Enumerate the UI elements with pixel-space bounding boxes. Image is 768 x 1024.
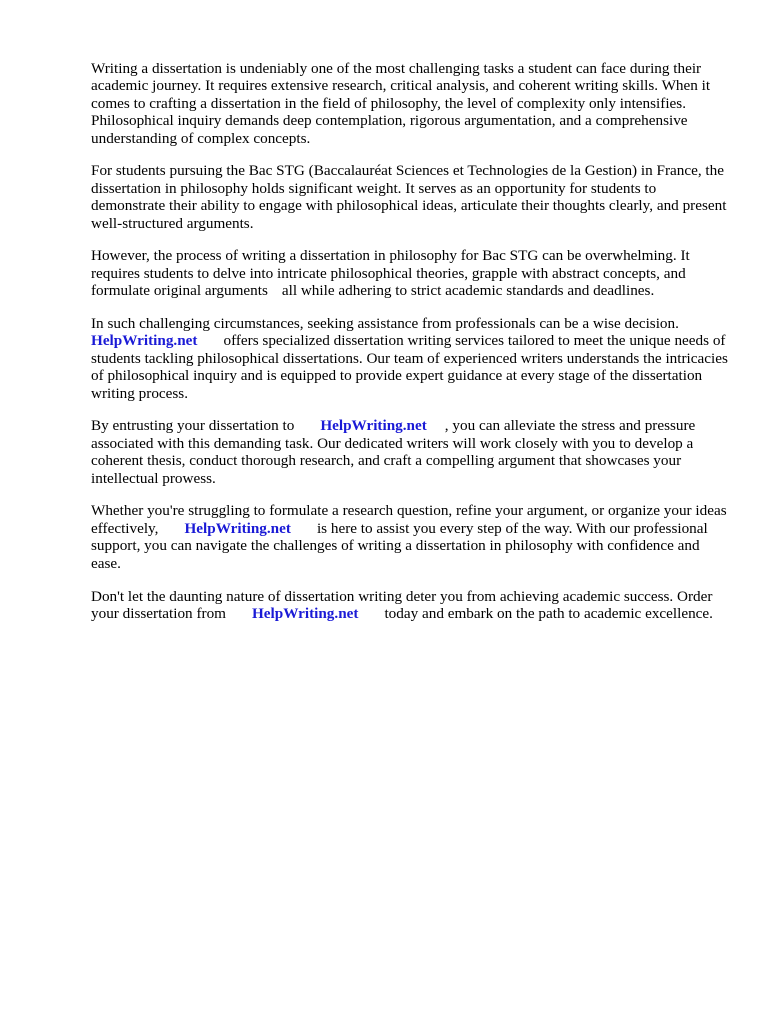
paragraph-assistance [91,315,731,402]
paragraph-closing [91,588,731,623]
paragraph-intro [91,60,731,147]
paragraph-text-after: , you can alleviate the stress and pressure associated with this demanding task. Our dedicated writers will work closely with you to develop a coherent thesis, conduct thorough research, and craft a compelling argument that showcases your intellectual prowess. [91,417,696,487]
paragraph-text-before: However, the process of writing a dissertation in philosophy for Bac STG can be overwhelming. It requires students to delve into intricate philosophical theories, grapple with abstract concepts, and formulate original arguments [91,247,690,300]
paragraph-text-after: today and embark on the path to academic excellence. [384,604,713,622]
paragraph-text-after: all while adhering to strict academic standards and deadlines. [281,282,655,300]
helpwriting-link[interactable]: HelpWriting.net [251,604,359,622]
paragraph-text: For students pursuing the Bac STG (Baccalauréat Sciences et Technologies de la Gestion) in France, the dissertation in philosophy holds significant weight. It serves as an opportunity for students to demonstrate their ability to engage with philosophical ideas, articulate their thoughts clearly, and present well-structured arguments. [91,162,727,232]
helpwriting-link[interactable]: HelpWriting.net [184,519,291,537]
paragraph-text-before: Don't let the daunting nature of dissertation writing deter you from achieving academic success. Order your dissertation from [91,587,713,622]
paragraph-text-before: In such challenging circumstances, seeking assistance from professionals can be a wise decision. [91,315,679,333]
paragraph-text-after: offers specialized dissertation writing services tailored to meet the unique needs of students tackling philosophical dissertations. Our team of experienced writers understands the intricacies of philosophical inquiry and is equipped to provide expert guidance at every stage of the dissertation writing process. [91,332,728,402]
helpwriting-link[interactable]: HelpWriting.net [91,332,198,350]
paragraph-entrusting [91,417,731,487]
helpwriting-link[interactable]: HelpWriting.net [320,417,427,435]
paragraph-bac-stg [91,162,731,232]
paragraph-text: Writing a dissertation is undeniably one of the most challenging tasks a student can face during their academic journey. It requires extensive research, critical analysis, and coherent writing skills. When it comes to crafting a dissertation in the field of philosophy, the level of complexity only intensifies. Philosophical inquiry demands deep contemplation, rigorous argumentation, and a comprehensive understanding of complex concepts. [91,60,711,147]
paragraph-text-before: Whether you're struggling to formulate a research question, refine your argument, or organize your ideas effectively, [91,502,727,537]
paragraph-whether [91,502,731,572]
document-body [91,60,731,638]
paragraph-process [91,247,731,299]
paragraph-text-after: is here to assist you every step of the way. With our professional support, you can navigate the challenges of writing a dissertation in philosophy with confidence and ease. [91,519,708,572]
paragraph-text-before: By entrusting your dissertation to [91,417,295,435]
